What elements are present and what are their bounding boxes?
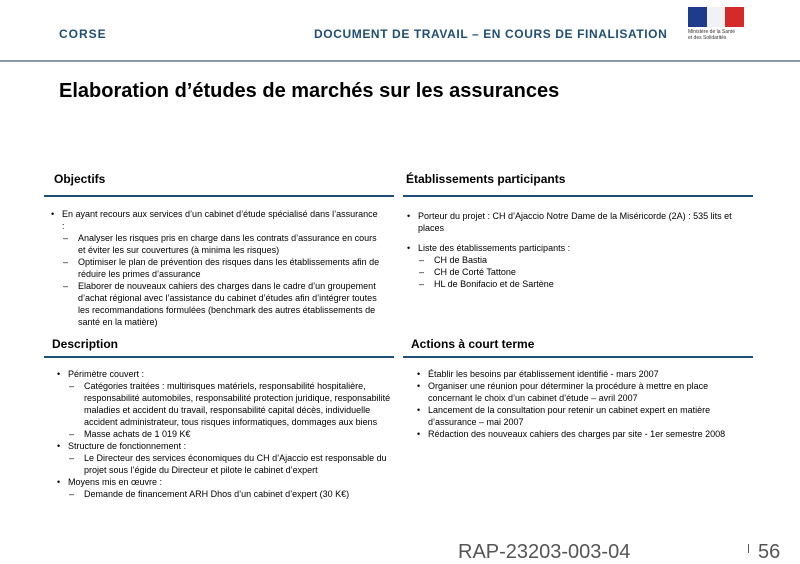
list-item: • Périmètre couvert : (56, 368, 391, 380)
etablissements-body (406, 210, 751, 290)
list-item: – Optimiser le plan de prévention des risques dans les établissements afin de réduire les primes d’assurance (62, 256, 380, 280)
document-code: RAP-23203-003-04 (458, 541, 631, 563)
actions-rule (403, 356, 753, 358)
list-item: – CH de Bastia (418, 254, 751, 266)
footer-separator (748, 544, 749, 553)
list-item: • Moyens mis en œuvre : (56, 476, 391, 488)
list-item: • Organiser une réunion pour déterminer la procédure à mettre en place concernant le choix d’un cabinet d’étude – avril 2007 (416, 380, 751, 404)
etablissements-heading: Établissements participants (406, 172, 566, 186)
ministry-logo (688, 7, 745, 41)
header-region: CORSE (59, 27, 107, 41)
page-number: 56 (758, 541, 781, 563)
logo-line: et des Solidarités (688, 35, 727, 41)
description-heading: Description (52, 337, 119, 351)
list-item: • Rédaction des nouveaux cahiers des charges par site - 1er semestre 2008 (416, 428, 751, 440)
actions-heading: Actions à court terme (411, 337, 535, 351)
list-item: • Structure de fonctionnement : (56, 440, 391, 452)
list-item: • Liste des établissements participants : (406, 242, 751, 254)
objectifs-heading: Objectifs (54, 172, 106, 186)
page-title: Elaboration d’études de marchés sur les assurances (59, 80, 560, 102)
description-body (56, 368, 391, 500)
list-item: – Analyser les risques pris en charge dans les contrats d’assurance en cours et éviter les sur couvertures (à minima les risques) (62, 232, 380, 256)
header-divider (0, 60, 800, 62)
etablissements-rule (403, 195, 753, 197)
list-item: • En ayant recours aux services d’un cabinet d’étude spécialisé dans l’assurance : (50, 208, 380, 232)
list-item: • Lancement de la consultation pour retenir un cabinet expert en matière d’assurance – mai 2007 (416, 404, 751, 428)
list-item: • Porteur du projet : CH d’Ajaccio Notre Dame de la Miséricorde (2A) : 535 lits et places (406, 210, 751, 234)
list-item: – Le Directeur des services économiques du CH d’Ajaccio est responsable du projet sous l’égide du Directeur et pilote le cabinet d’expert (68, 452, 391, 476)
description-rule (44, 356, 394, 358)
list-item: – Masse achats de 1 019 K€ (68, 428, 391, 440)
list-item: – Catégories traitées : multirisques matériels, responsabilité hospitalière, responsabilité automobiles, responsabilité protection juridique, responsabilité maladies et accident du travail, responsabilité capital décès, individuelle accident administrateur, tous risques informatiques, dommages aux biens (68, 380, 391, 428)
list-item: – Demande de financement ARH Dhos d’un cabinet d’expert (30 K€) (68, 488, 391, 500)
actions-body (416, 368, 751, 440)
logo-line: Ministère de la Santé (688, 29, 735, 35)
document-status: DOCUMENT DE TRAVAIL – EN COURS DE FINALISATION (314, 27, 668, 41)
list-item: • Établir les besoins par établissement identifié - mars 2007 (416, 368, 751, 380)
list-item: – CH de Corté Tattone (418, 266, 751, 278)
objectifs-rule (44, 195, 394, 197)
french-flag-icon (688, 7, 744, 27)
list-item: – HL de Bonifacio et de Sartène (418, 278, 751, 290)
list-item: – Elaborer de nouveaux cahiers des charges dans le cadre d’un groupement d’achat régional avec l’assistance du cabinet d’études afin d’intégrer toutes les recommandations formulées (benchmark des autres établissements de santé en la matière) (62, 280, 380, 328)
objectifs-body (50, 208, 380, 328)
